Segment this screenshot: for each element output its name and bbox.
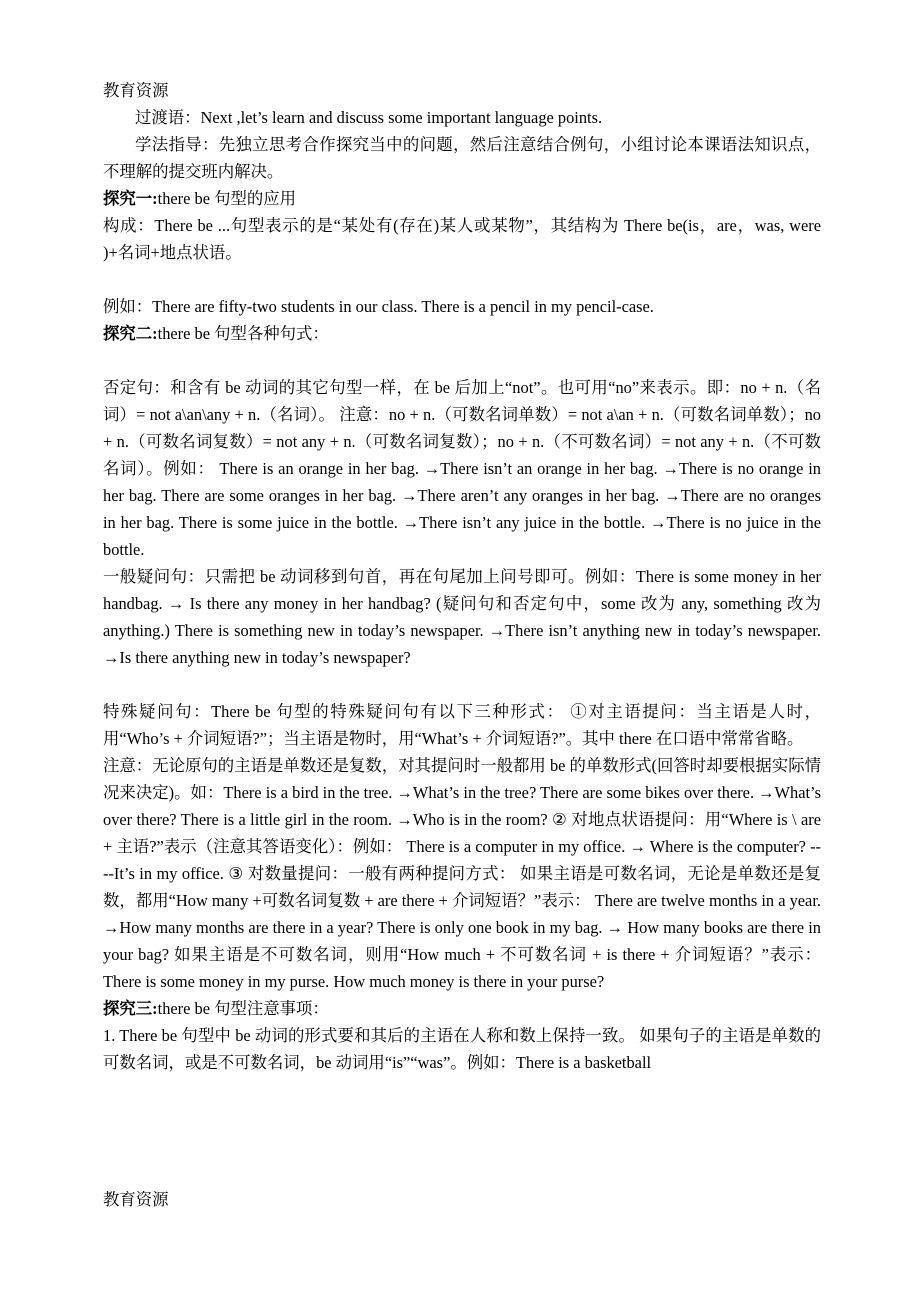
section1-composition: 构成：There be ...句型表示的是“某处有(存在)某人或某物”，其结构为 There be(is，are，was, were )+名词+地点状语。 <box>103 216 821 262</box>
note-paragraph: 注意：无论原句的主语是单数还是复数，对其提问时一般都用 be 的单数形式(回答时却要根据实际情况来决定)。如：There is a bird in the tree. →What’s in the tree? There are some bikes over there. →What’s over there? There is a little girl in the room. →Who is in the room? ② 对地点状语提问：用“Where is \ are + 主语?”表示（注意其答语变化）：例如： There is a computer in my office. → Where is the computer? ----It’s in my office. ③ 对数量提问：一般有两种提问方式： 如果主语是可数名词，无论是单数还是复数，都用“How many +可数名词复数 + are there + 介词短语？”表示： There are twelve months in a year. →How many months are there in a year? There is only one book in my bag. → How many books are there in your bag? 如果主语是不可数名词，则用“How much + 不可数名词 + is there + 介词短语？”表示：There is some money in my purse. How much money is there in your purse? <box>103 756 821 991</box>
section2-heading-label: 探究二: <box>103 324 158 343</box>
special-question-paragraph: 特殊疑问句：There be 句型的特殊疑问句有以下三种形式： ①对主语提问：当主语是人时，用“Who’s + 介词短语?”；当主语是物时，用“What’s + 介词短语?”。其中 there 在口语中常常省略。 <box>103 702 821 748</box>
study-method-text: 学法指导：先独立思考合作探究当中的问题，然后注意结合例句，小组讨论本课语法知识点，不理解的提交班内解决。 <box>103 135 821 181</box>
section2-heading-text: there be 句型各种句式： <box>157 324 329 343</box>
section1-heading-text: there be 句型的应用 <box>157 189 297 208</box>
document-body <box>103 77 821 1076</box>
page-footer: 教育资源 <box>103 1190 169 1209</box>
section2-heading <box>103 320 821 347</box>
blank-line <box>103 266 821 293</box>
section1-heading-label: 探究一: <box>103 189 158 208</box>
page-header: 教育资源 <box>103 81 169 100</box>
transition-text: 过渡语：Next ,let’s learn and discuss some important language points. <box>135 108 603 127</box>
section3-heading-text: there be 句型注意事项： <box>157 999 329 1018</box>
section1-example: 例如：There are fifty-two students in our class. There is a pencil in my pencil-case. <box>103 297 654 316</box>
negative-sentence-paragraph: 否定句：和含有 be 动词的其它句型一样，在 be 后加上“not”。也可用“no”来表示。即：no + n.（名词）= not a\an\any + n.（名词）。 注意：no + n.（可数名词单数）= not a\an + n.（可数名词单数）；no + n.（可数名词复数）= not any + n.（可数名词复数）；no + n.（不可数名词）= not any + n.（不可数名词）。例如： There is an orange in her bag. →There isn’t an orange in her bag. →There is no orange in her bag. There are some oranges in her bag. →There aren’t any oranges in her bag. →There are no oranges in her bag. There is some juice in the bottle. →There isn’t any juice in the bottle. →There is no juice in the bottle. <box>103 378 821 559</box>
blank-line <box>103 671 821 698</box>
section3-heading <box>103 995 821 1022</box>
section3-point1: 1. There be 句型中 be 动词的形式要和其后的主语在人称和数上保持一致。 如果句子的主语是单数的可数名词，或是不可数名词，be 动词用“is”“was”。例如：There is a basketball <box>103 1026 821 1072</box>
blank-line <box>103 347 821 374</box>
section1-heading <box>103 185 821 212</box>
general-question-paragraph: 一般疑问句：只需把 be 动词移到句首，再在句尾加上问号即可。例如：There is some money in her handbag. → Is there any money in her handbag? (疑问句和否定句中，some 改为 any, something 改为 anything.) There is something new in today’s newspaper. →There isn’t anything new in today’s newspaper. →Is there anything new in today’s newspaper? <box>103 567 821 667</box>
section3-heading-label: 探究三: <box>103 999 158 1018</box>
